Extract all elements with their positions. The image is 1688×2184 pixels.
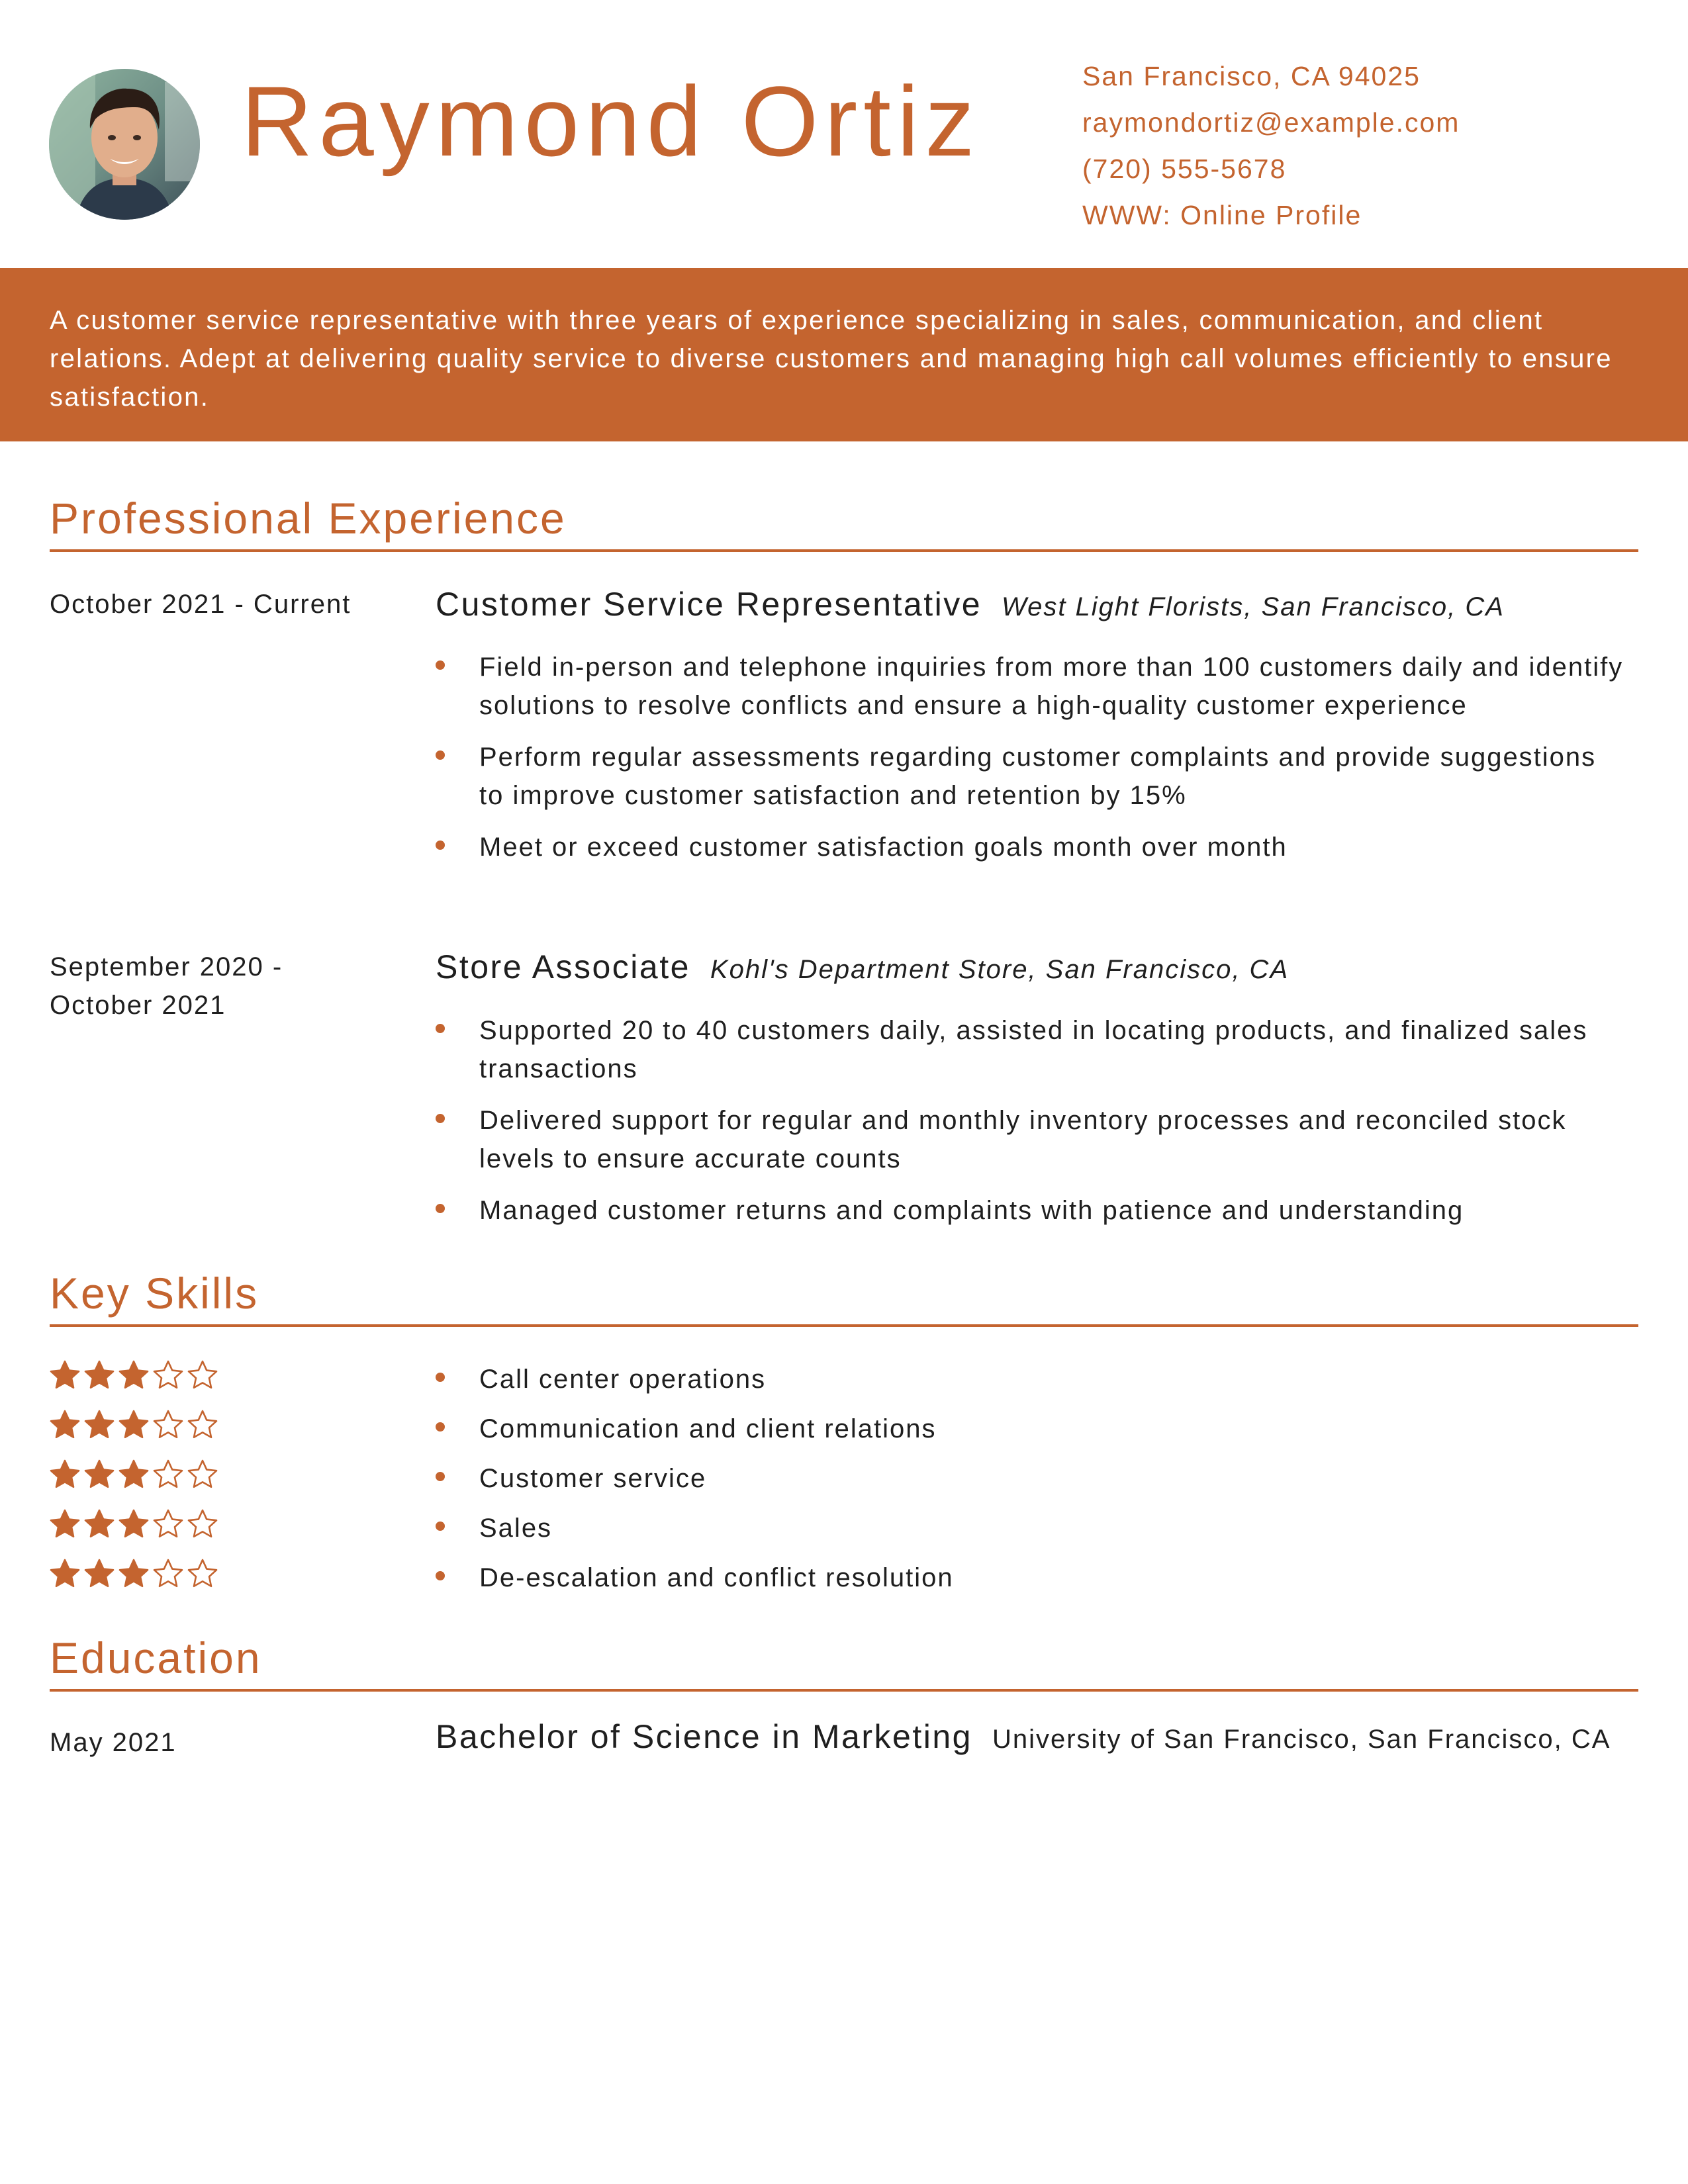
star-filled-icon [118, 1558, 150, 1590]
bullet-dot-icon [436, 1024, 445, 1033]
job-dates: September 2020 - October 2021 [50, 952, 283, 1020]
job-title: Customer Service Representative [436, 586, 982, 623]
education-entry [436, 1714, 1627, 1768]
star-filled-icon [49, 1359, 81, 1391]
job-header [436, 585, 1640, 623]
job-title: Store Associate [436, 948, 690, 985]
star-outline-icon [152, 1558, 184, 1590]
school-name: University of San Francisco, San Francisco, CA [992, 1725, 1611, 1754]
list-item: De-escalation and conflict resolution [436, 1559, 1627, 1597]
contact-info [1082, 53, 1460, 238]
bullet-dot-icon [436, 1422, 445, 1432]
star-filled-icon [118, 1359, 150, 1391]
star-outline-icon [187, 1409, 218, 1441]
star-filled-icon [83, 1409, 115, 1441]
star-outline-icon [152, 1359, 184, 1391]
star-filled-icon [83, 1508, 115, 1540]
star-outline-icon [152, 1459, 184, 1490]
star-rating [49, 1359, 218, 1409]
job-company: West Light Florists, San Francisco, CA [1002, 592, 1505, 621]
list-item: Call center operations [436, 1360, 1627, 1398]
star-filled-icon [118, 1409, 150, 1441]
skill-ratings [49, 1359, 218, 1608]
star-filled-icon [118, 1508, 150, 1540]
job-dates: October 2021 - Current [50, 590, 352, 619]
bullet-dot-icon [436, 1114, 445, 1123]
location-text: San Francisco, CA 94025 [1082, 61, 1421, 91]
phone-text: (720) 555-5678 [1082, 154, 1287, 184]
star-filled-icon [49, 1459, 81, 1490]
bullet-dot-icon [436, 1571, 445, 1580]
list-item: Meet or exceed customer satisfaction goals month over month [436, 828, 1627, 866]
list-item: Communication and client relations [436, 1410, 1627, 1448]
education-heading: Education [50, 1636, 1638, 1692]
star-rating [49, 1459, 218, 1508]
list-item: Customer service [436, 1459, 1627, 1498]
job-header [436, 948, 1640, 986]
bullet-dot-icon [436, 1522, 445, 1531]
candidate-name: Raymond Ortiz [241, 66, 981, 177]
star-outline-icon [187, 1508, 218, 1540]
star-outline-icon [187, 1558, 218, 1590]
job-bullets [436, 1011, 1627, 1243]
star-filled-icon [83, 1459, 115, 1490]
star-outline-icon [152, 1508, 184, 1540]
star-filled-icon [118, 1459, 150, 1490]
list-item: Field in-person and telephone inquiries from more than 100 customers daily and identify solutions to resolve conflicts and ensure a high-quality customer experience [436, 648, 1627, 725]
job-bullets [436, 648, 1627, 880]
bullet-dot-icon [436, 660, 445, 670]
star-filled-icon [49, 1508, 81, 1540]
avatar [49, 69, 200, 220]
resume-header [0, 0, 1688, 268]
list-item: Managed customer returns and complaints with patience and understanding [436, 1191, 1627, 1230]
star-rating [49, 1558, 218, 1608]
list-item: Sales [436, 1509, 1627, 1547]
bullet-dot-icon [436, 751, 445, 760]
summary-banner [0, 268, 1688, 441]
skills-list [436, 1360, 1627, 1608]
bullet-dot-icon [436, 1472, 445, 1481]
degree-title: Bachelor of Science in Marketing [436, 1718, 972, 1755]
list-item: Delivered support for regular and monthly inventory processes and reconciled stock levels to ensure accurate counts [436, 1101, 1627, 1178]
skills-heading: Key Skills [50, 1271, 1638, 1327]
star-rating [49, 1409, 218, 1459]
list-item: Perform regular assessments regarding customer complaints and provide suggestions to improve customer satisfaction and retention by 15% [436, 738, 1627, 815]
email-link[interactable]: raymondortiz@example.com [1082, 107, 1460, 138]
website-link[interactable]: WWW: Online Profile [1082, 200, 1362, 230]
star-outline-icon [187, 1459, 218, 1490]
bullet-dot-icon [436, 1373, 445, 1382]
star-filled-icon [49, 1409, 81, 1441]
star-filled-icon [83, 1359, 115, 1391]
star-filled-icon [83, 1558, 115, 1590]
bullet-dot-icon [436, 1204, 445, 1213]
summary-text: A customer service representative with three years of experience specializing in sales, communication, and client relations. Adept at delivering quality service to diverse customers and managing high call volumes efficiently to ensure satisfaction. [50, 306, 1613, 412]
star-outline-icon [152, 1409, 184, 1441]
star-filled-icon [49, 1558, 81, 1590]
education-date: May 2021 [50, 1728, 177, 1757]
star-rating [49, 1508, 218, 1558]
job-company: Kohl's Department Store, San Francisco, CA [710, 955, 1289, 984]
bullet-dot-icon [436, 841, 445, 850]
profile-photo-icon [49, 69, 200, 220]
experience-heading: Professional Experience [50, 496, 1638, 552]
star-outline-icon [187, 1359, 218, 1391]
list-item: Supported 20 to 40 customers daily, assisted in locating products, and finalized sales transactions [436, 1011, 1627, 1088]
